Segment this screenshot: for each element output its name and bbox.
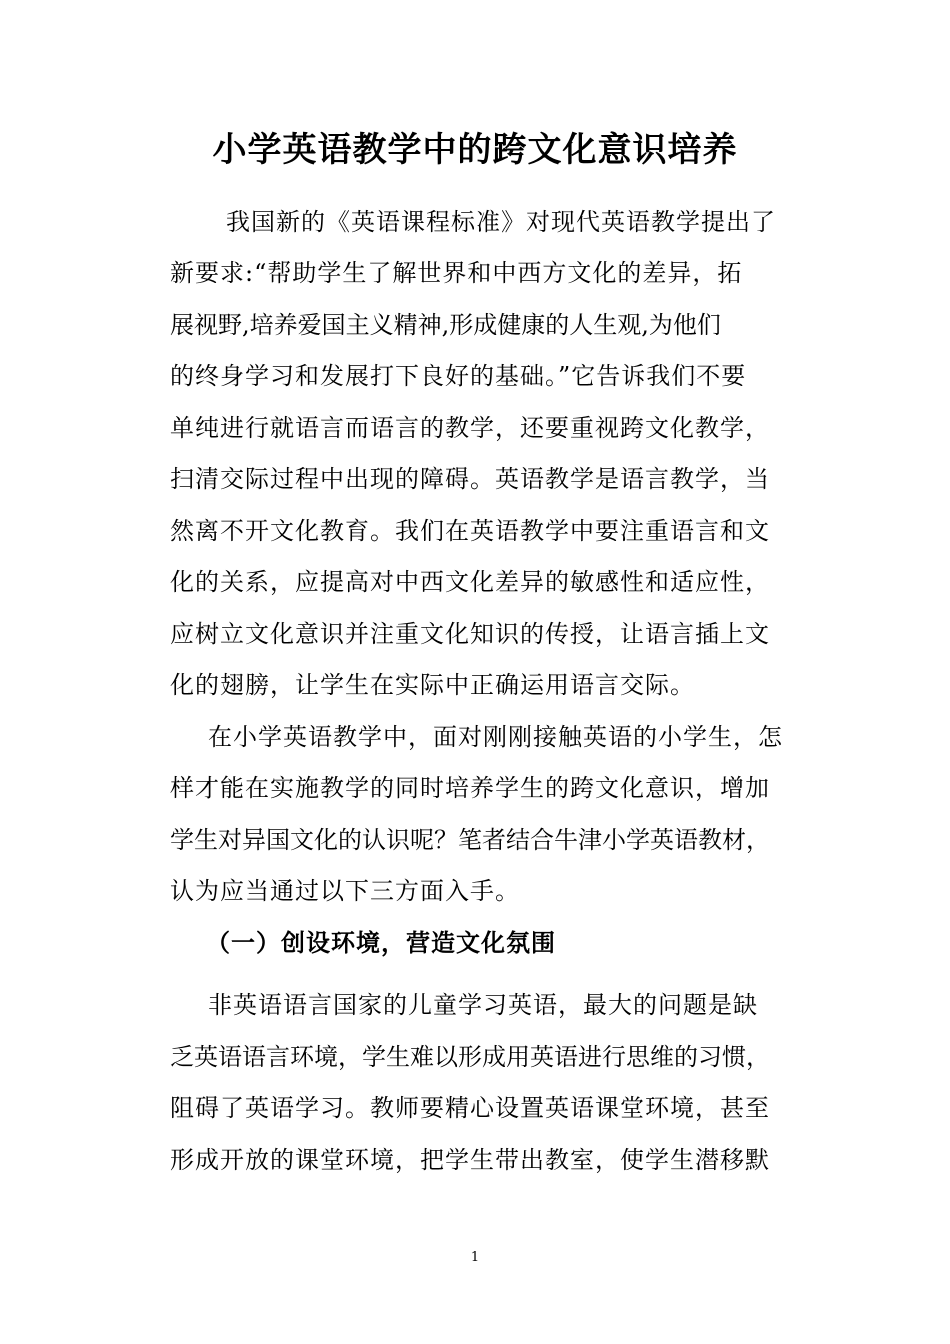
paragraph-1-line-8: 化的关系，应提高对中西文化差异的敏感性和适应性，: [170, 568, 770, 596]
paragraph-1-line-4: 的终身学习和发展打下良好的基础。”它告诉我们不要: [170, 362, 747, 390]
paragraph-3-line-4: 形成开放的课堂环境，把学生带出教室，使学生潜移默: [170, 1146, 770, 1174]
paragraph-3-line-1: 非英语语言国家的儿童学习英语，最大的问题是缺: [208, 991, 758, 1019]
paragraph-1-line-1: 我国新的《英语课程标准》对现代英语教学提出了: [226, 208, 776, 236]
page-number: 1: [470, 1250, 480, 1265]
paragraph-2-line-2: 样才能在实施教学的同时培养学生的跨文化意识，增加: [170, 774, 770, 802]
paragraph-1-line-3: 展视野,培养爱国主义精神,形成健康的人生观,为他们: [170, 311, 721, 339]
paragraph-1-line-9: 应树立文化意识并注重文化知识的传授，让语言插上文: [170, 620, 770, 648]
paragraph-1-line-7: 然离不开文化教育。我们在英语教学中要注重语言和文: [170, 517, 770, 545]
document-title: 小学英语教学中的跨文化意识培养: [212, 130, 738, 170]
paragraph-2-line-1: 在小学英语教学中，面对刚刚接触英语的小学生，怎: [208, 723, 783, 751]
section-heading: （一）创设环境，营造文化氛围: [206, 928, 556, 957]
paragraph-3-line-3: 阻碍了英语学习。教师要精心设置英语课堂环境，甚至: [170, 1094, 770, 1122]
paragraph-2-line-3: 学生对异国文化的认识呢？笔者结合牛津小学英语教材，: [170, 826, 770, 854]
paragraph-1-line-6: 扫清交际过程中出现的障碍。英语教学是语言教学，当: [170, 465, 770, 493]
paragraph-1-line-2: 新要求:“帮助学生了解世界和中西方文化的差异，拓: [170, 259, 743, 287]
paragraph-1-line-5: 单纯进行就语言而语言的教学，还要重视跨文化教学，: [170, 414, 770, 442]
paragraph-2-line-4: 认为应当通过以下三方面入手。: [170, 877, 520, 905]
paragraph-3-line-2: 乏英语语言环境，学生难以形成用英语进行思维的习惯，: [170, 1043, 770, 1071]
paragraph-1-line-10: 化的翅膀，让学生在实际中正确运用语言交际。: [170, 671, 695, 699]
